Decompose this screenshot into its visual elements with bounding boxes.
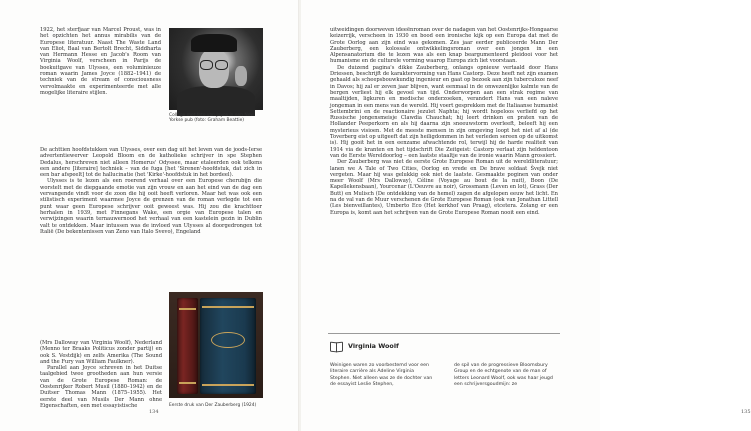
left-paragraph-3: Ulysses is te lezen als een roerend verhaal over een Europese cherubijn die worstelt met de diepgaande emotie van zijn vrouw en aan het eind van de dag een vervangende vindt voor de zoon die hij ooit heeft verloren. Maar het was ook een stilistisch experiment waarmee Joyce de grenzen van de roman verlegde tot een punt waar geen Europese schrijver ooit geweest was. Hij zou die krachttoer herhalen in 1939, met Finnegans Wake, een orgie van Europese talen en verwijzingen waarin ternauwernood het verhaal van een kastelein gezin in Dublin valt te ontdekken. Maar intussen was de invloed van Ulysses al doorgedrongen tot Italië (De bekentenissen van Zeno van Italo Svevo), Engeland: [40, 178, 262, 235]
right-paragraph-3: Der Zauberberg was niet de eerste Grote Europese Roman uit de wereldliteratuur; lanen we A Tale of Two Cities, Oorlog en vrede en De brave soldaat Švejk niet vergeten. Maar hij was gelukkig ook niet de laatste. Gesmaakte poginen van onder meer Woolf (Mrs Dalloway), Céline (Voyage au bout de la nuit), Boon (De Kapellekensbaan), Yourcenar (L'Oeuvre au noir), Grossmann (Leven en lot), Grass (Der Butt) en Mulisch (De ontdekking van de hemel) zagen de afgelopen eeuw het licht. En na de val van de Muur verschenen de Grote Europese Roman (ook van Jonathan Littell (Les bienveillantes), Umberto Eco (Het kerkhof van Praag), etcetera. Zolang er een Europa is, komt aan het schrijven van de Grote Europese Roman nooit een eind.: [330, 159, 558, 216]
zauberberg-first-edition-photo: [169, 292, 263, 398]
page-number-right: 135: [741, 409, 751, 415]
left-paragraph-5: Parallel aan Joyce schreven in het Duitse taalgebied twee grootheden aan hun versie van de Grote Europese Roman: de Oostenrijker Robert Musil (1880–1942) en de Duitser Thomas Mann (1875–1955). Het eerste deel van Musils Der Mann ohne Eigenschaften, een met essayistische: [40, 365, 162, 409]
sidebar-columns: [330, 363, 560, 389]
zauberberg-photo-caption: Eerste druk van Der Zauberberg (1924): [169, 403, 257, 408]
right-paragraph-1: uitweidingen doorweven ideeënroman over de nadagen van het Oostenrijks-Hongaarse keizerrijk, verscheen in 1930 en bood een ironische kijk op een Europa dat met de Grote Oorlog aan zijn eind was gekomen. Zes jaar eerder publiceerde Mann Der Zauberberg, een kolossale ontwikkelingsroman over een jongen in een Alpensanatorium die te lezen was als een knap beargumenteerd pleidooi voor het humanisme en de culturele vorming waarop Europa zich liet voorstaan.: [330, 27, 558, 65]
left-page: [0, 0, 299, 431]
right-paragraph-2: De duizend pagina's dikke Zauberberg, onlangs opnieuw vertaald door Hans Driessen, beschrijft de karaktervorming van Hans Castorp. Deze heeft net zijn examen gehaald als scheepsbouwkundig ingenieur en gaat op bezoek aan zijn tuberculoze neef in Davos; hij zal er zeven jaar blijven, want eenmaal in de onwezenlijke kalmte van de bergen verliest hij elk gevoel van tijd. Onderworpen aan een strak regime van maaltijden, ligkuren en medische onderzoeken, verandert Hans van een naïeve jongeman in een mens van de wereld. Hij voert gesprekken met de Italiaanse humanist Settembrini en de reactionaire jezuïet Naphta; hij wordt hopeloos verliefd op het Russische jongensmeisje Clawdia Chauchat; hij leert drinken en praten van de Hollander Peeperkorn en als hij daarna zijn sneeuwstorm overleeft, beleeft hij een mysterieus visioen. Met de meeste mensen in zijn omgeving loopt het niet af al (de Toverberg eist op uitgeeft dat zijn heiligdommen in het verleden sereen op de uitkomst is). Hij gooit het in een eenzame afwachtende rol, terwijl hij de harde realiteit van 1914 via de kranten en het tijdschrift Die Zeitgeist: Castorp verlaat zijn heldentoon van de Eerste Wereldoorlog – een laatste staaltje van de ironie waarin Mann grossiert.: [330, 64, 558, 159]
sidebar-column-1: Weinigen waren zo voorbestemd voor een literaire carrière als Adeline Virginia Stephen. Niet alleen was ze de dochter van de essayist Leslie Stephen,: [330, 363, 433, 388]
page-number-left: 134: [149, 409, 159, 415]
right-body-text: [330, 27, 558, 216]
book-icon: [330, 342, 342, 351]
left-intro-text: [40, 27, 161, 96]
left-wide-text: [40, 147, 262, 235]
left-paragraph-4: (Mrs Dalloway van Virginia Woolf), Nederland (Menno ter Braaks Politicus zonder partij) en ook S. Vestdijk) en zelfs Amerika (The Sound and the Fury van William Faulkner).: [40, 340, 162, 365]
left-lower-text: [40, 340, 162, 409]
sidebar-title: Virginia Woolf: [348, 342, 399, 350]
sidebar-header: [330, 340, 399, 352]
sidebar-column-2: de spil van de progressieve Bloomsbury Group en de echtgenote van de man of letters Leonard Woolf, ook was haar jeugd een schrijversgoudmijn: ze: [454, 363, 553, 388]
virginia-woolf-sidebar: [328, 333, 560, 408]
left-paragraph-1: 1922, het sterfjaar van Marcel Proust, was in het opzichten het annus mirabilis van de Europese literatuur. Naast The Waste Land van Eliot, Baal van Bertolt Brecht, Siddharta van Hermann Hesse en Jacob's Room van Virginia Woolf, verscheen in Parijs de boekuitgave van Ulysses, een voluminieuze roman waarin James Joyce (1882–1941) de techniek van de stream of consciousness vervolmaakte en experimenteerde met alle mogelijke literaire stijlen.: [40, 27, 161, 96]
joyce-photo-caption: Collage met foto van Joyce in een New Yorkse pub (foto: Graham Beattie): [169, 113, 255, 124]
joyce-photo: [169, 28, 263, 110]
left-paragraph-2: De achttien hoofdstukken van Ulysses, over een dag uit het leven van de joods-Ierse advertentiewerver Leopold Bloom en de katholieke schrijver in spe Stephen Dedalus, herschreven niet alleen Homerus' Odyssee, maar etaleerden ook telkens een andere [literaire] techniek – van de fuga [het 'Sirenen'-hoofdstuk, dat zich in een bar afspeelt] tot de hallucinatie (het 'Kirke'-hoofdstuk in het bordeel).: [40, 147, 262, 179]
